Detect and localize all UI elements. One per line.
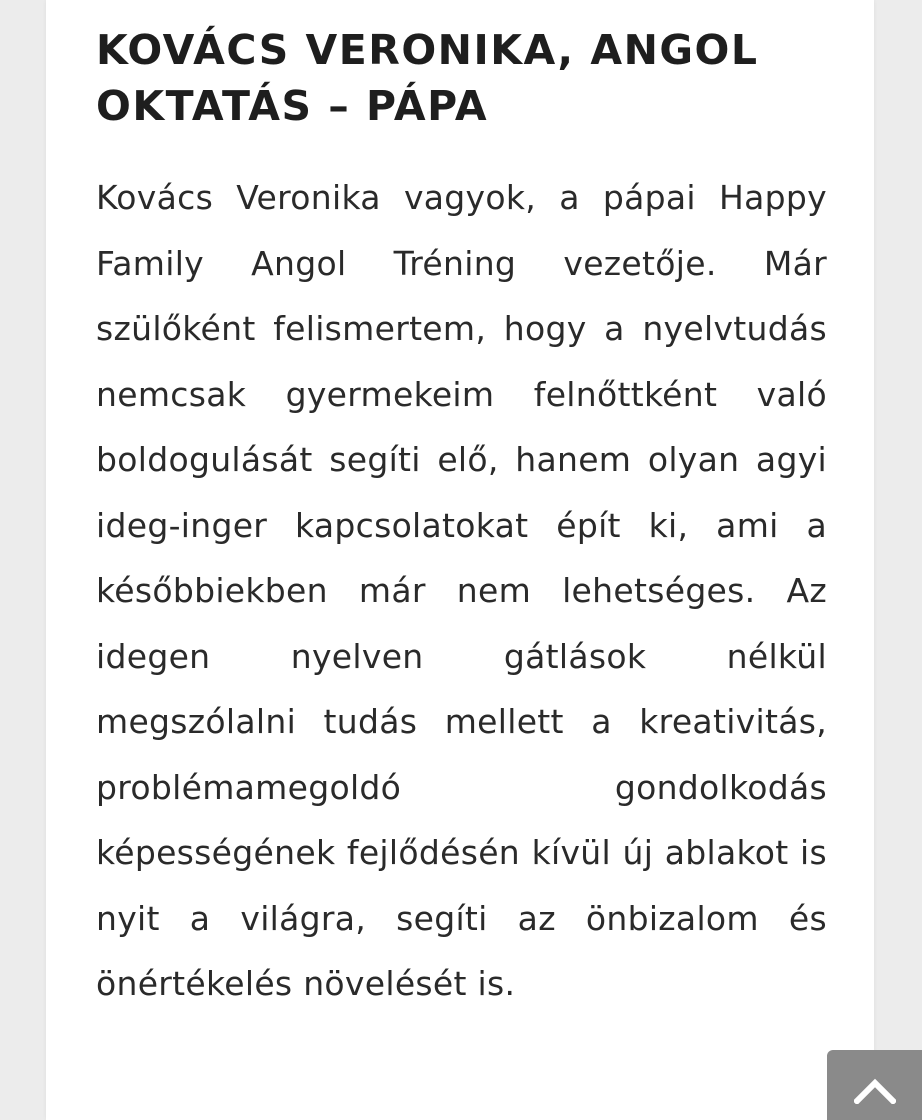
article-card bbox=[46, 0, 874, 1120]
chevron-up-icon bbox=[854, 1078, 896, 1104]
scroll-to-top-button[interactable] bbox=[827, 1050, 922, 1120]
article-body: Kovács Veronika vagyok, a pápai Happy Family Angol Tréning vezetője. Már szülőként felismertem, hogy a nyelvtudás nemcsak gyermekeim felnőttként való boldogulását segíti elő, hanem olyan agyi ideg-inger kapcsolatokat épít ki, ami a későbbiekben már nem lehetséges. Az idegen nyelven gátlások nélkül megszólalni tudás mellett a kreativitás, problémamegoldó gondolkodás képességének fejlődésén kívül új ablakot is nyit a világra, segíti az önbizalom és önértékelés növelését is. bbox=[96, 178, 827, 1003]
page-title: KOVÁCS VERONIKA, ANGOL OKTATÁS – PÁPA bbox=[96, 26, 759, 130]
